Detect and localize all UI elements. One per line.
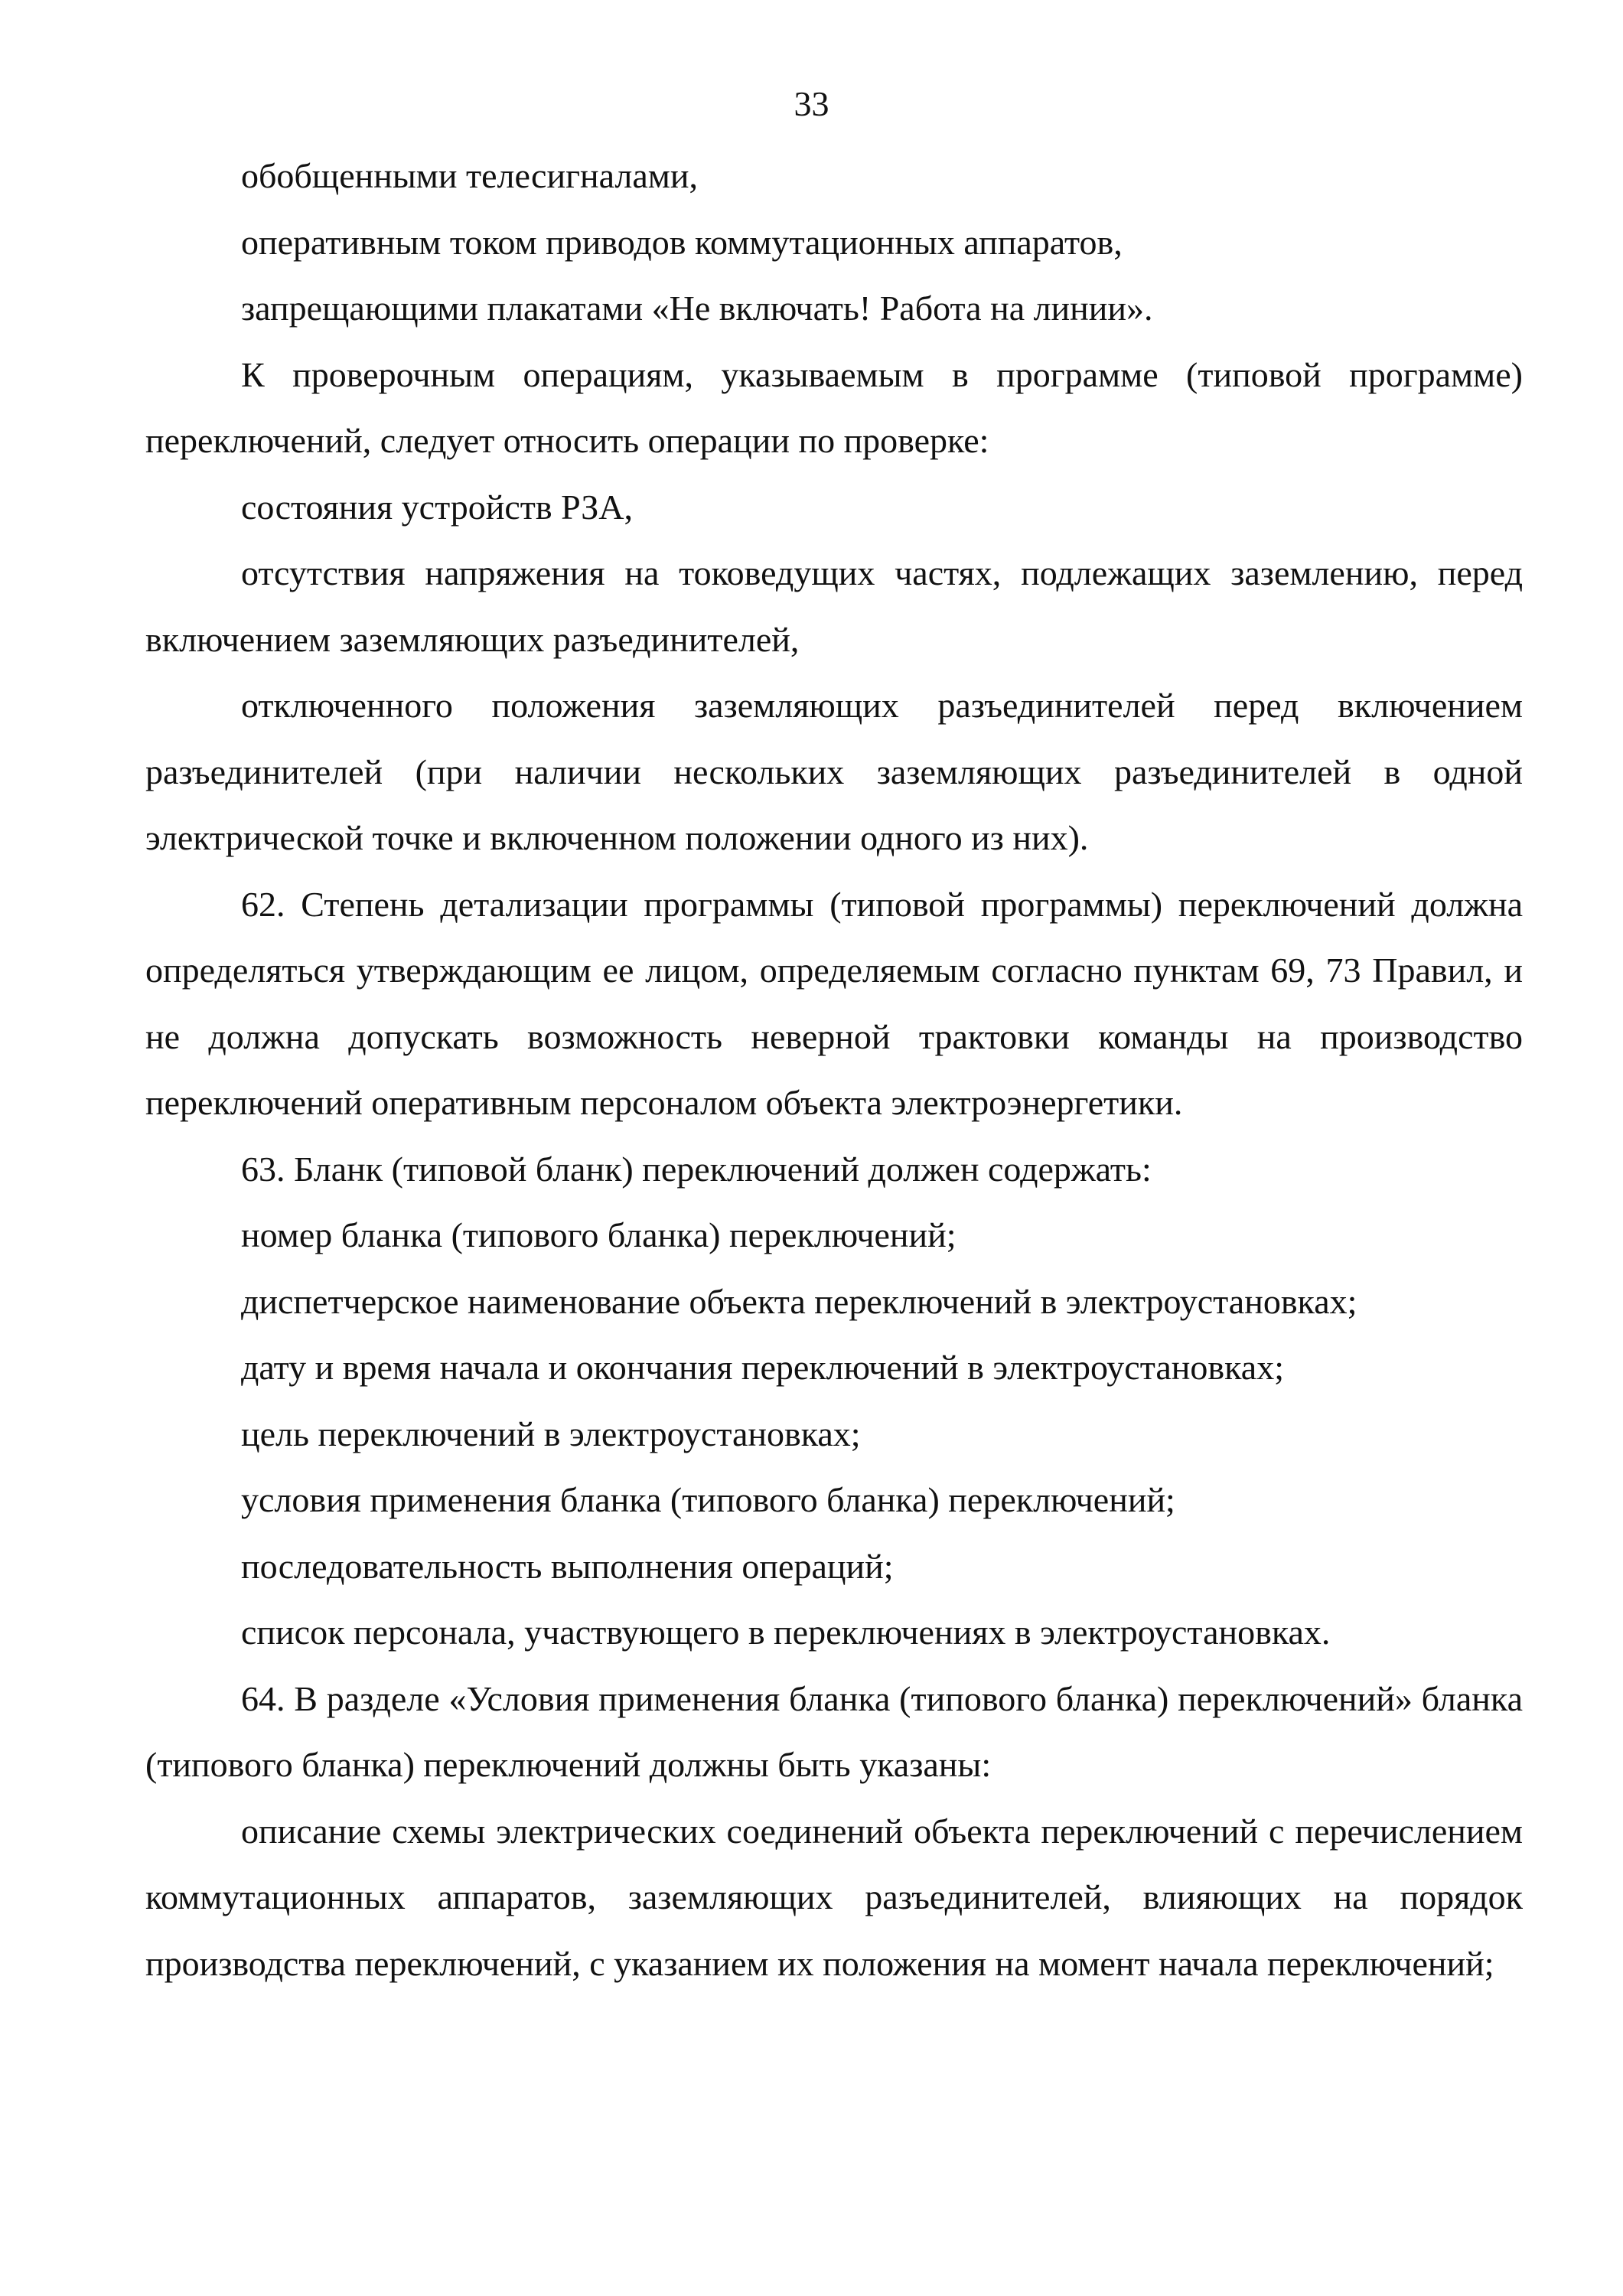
list-item: диспетчерское наименование объекта переключений в электроустановках; bbox=[241, 1281, 1357, 1321]
paragraph: 64. В разделе «Условия применения бланка (типового бланка) переключений» бланка (типового бланка) переключений должны быть указаны: bbox=[145, 1678, 1523, 1784]
paragraph: описание схемы электрических соединений объекта переключений с перечислением коммутационных аппаратов, заземляющих разъединителей, влияющих на порядок производства переключений, с указанием их положения на момент начала переключений; bbox=[145, 1811, 1523, 1983]
list-item: последовательность выполнения операций; bbox=[241, 1546, 894, 1586]
list-item: условия применения бланка (типового бланка) переключений; bbox=[241, 1480, 1175, 1519]
paragraph: оперативным током приводов коммутационных аппаратов, bbox=[241, 222, 1123, 262]
page-number: 33 bbox=[794, 84, 829, 123]
paragraph: состояния устройств РЗА, bbox=[241, 487, 633, 527]
paragraph: отключенного положения заземляющих разъединителей перед включением разъединителей (при наличии нескольких заземляющих разъединителей в одной электрической точке и включенном положении одного из них). bbox=[145, 686, 1523, 857]
paragraph: отсутствия напряжения на токоведущих частях, подлежащих заземлению, перед включением заземляющих разъединителей, bbox=[145, 553, 1523, 659]
paragraph: 62. Степень детализации программы (типовой программы) переключений должна определяться утверждающим ее лицом, определяемым согласно пунктам 69, 73 Правил, и не должна допускать возможность неверной трактовки команды на производство переключений оперативным персоналом объекта электроэнергетики. bbox=[145, 884, 1523, 1122]
list-item: дату и время начала и окончания переключений в электроустановках; bbox=[241, 1348, 1284, 1387]
paragraph: обобщенными телесигналами, bbox=[241, 156, 698, 195]
list-item: список персонала, участвующего в переключениях в электроустановках. bbox=[241, 1613, 1331, 1652]
document-body bbox=[145, 143, 1523, 1997]
paragraph: запрещающими плакатами «Не включать! Работа на линии». bbox=[241, 289, 1153, 328]
list-item: номер бланка (типового бланка) переключений; bbox=[241, 1215, 957, 1254]
paragraph: 63. Бланк (типовой бланк) переключений должен содержать: bbox=[241, 1149, 1152, 1189]
list-item: цель переключений в электроустановках; bbox=[241, 1414, 861, 1453]
paragraph: К проверочным операциям, указываемым в программе (типовой программе) переключений, следует относить операции по проверке: bbox=[145, 354, 1523, 460]
